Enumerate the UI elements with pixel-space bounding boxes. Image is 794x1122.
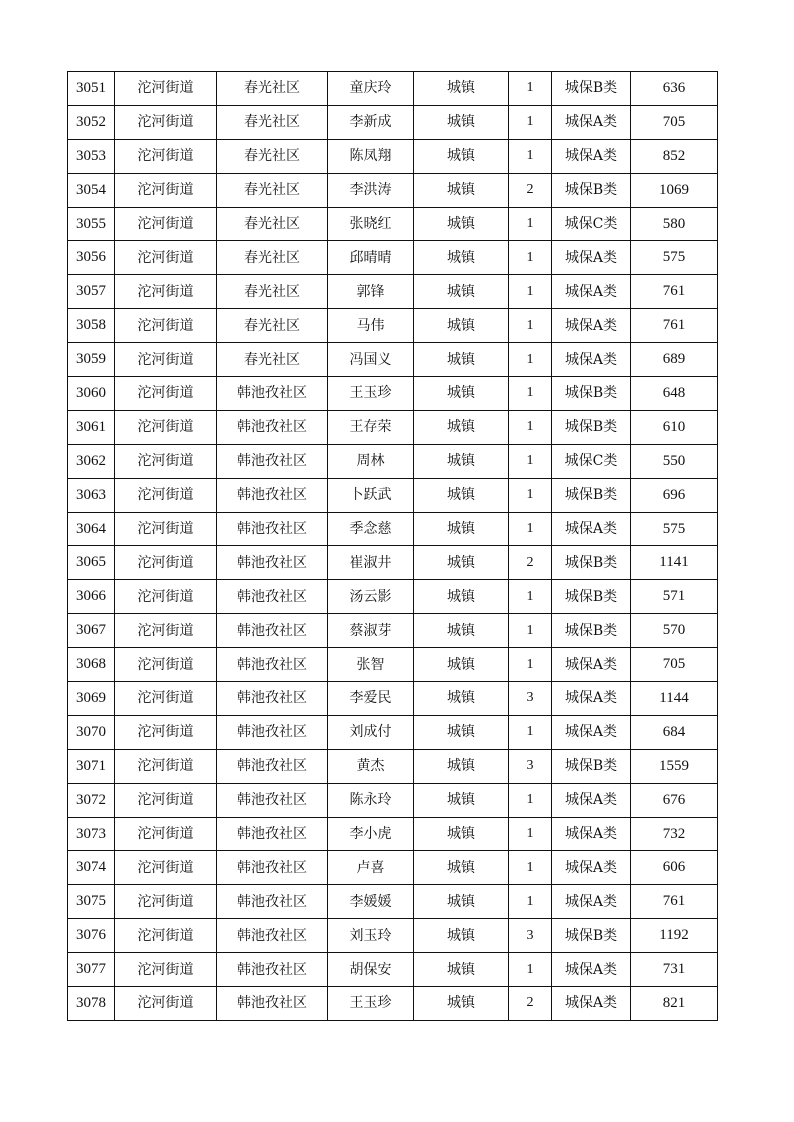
amount-cell: 580 — [631, 207, 718, 241]
household-count-cell: 1 — [509, 105, 552, 139]
table-row — [68, 885, 718, 919]
table-row — [68, 173, 718, 207]
serial-number-cell: 3065 — [68, 546, 115, 580]
table-row — [68, 139, 718, 173]
insurance-category-cell: 城保B类 — [552, 749, 631, 783]
serial-number-cell: 3052 — [68, 105, 115, 139]
street-cell: 沱河街道 — [115, 377, 217, 411]
table-row — [68, 546, 718, 580]
household-count-cell: 1 — [509, 648, 552, 682]
table-row — [68, 682, 718, 716]
amount-cell: 689 — [631, 343, 718, 377]
household-count-cell: 1 — [509, 783, 552, 817]
amount-cell: 1192 — [631, 919, 718, 953]
residence-type-cell: 城镇 — [414, 105, 509, 139]
table-row — [68, 478, 718, 512]
community-cell: 韩池孜社区 — [217, 648, 328, 682]
serial-number-cell: 3061 — [68, 410, 115, 444]
serial-number-cell: 3070 — [68, 715, 115, 749]
insurance-category-cell: 城保B类 — [552, 546, 631, 580]
street-cell: 沱河街道 — [115, 953, 217, 987]
insurance-category-cell: 城保A类 — [552, 275, 631, 309]
table-row — [68, 512, 718, 546]
street-cell: 沱河街道 — [115, 343, 217, 377]
serial-number-cell: 3068 — [68, 648, 115, 682]
residence-type-cell: 城镇 — [414, 614, 509, 648]
name-cell: 刘成付 — [328, 715, 414, 749]
community-cell: 韩池孜社区 — [217, 580, 328, 614]
amount-cell: 571 — [631, 580, 718, 614]
insurance-category-cell: 城保A类 — [552, 648, 631, 682]
amount-cell: 575 — [631, 512, 718, 546]
table-row — [68, 275, 718, 309]
street-cell: 沱河街道 — [115, 139, 217, 173]
household-count-cell: 1 — [509, 580, 552, 614]
insurance-category-cell: 城保A类 — [552, 309, 631, 343]
household-count-cell: 1 — [509, 309, 552, 343]
table-row — [68, 444, 718, 478]
insurance-category-cell: 城保A类 — [552, 682, 631, 716]
household-count-cell: 1 — [509, 444, 552, 478]
amount-cell: 761 — [631, 275, 718, 309]
serial-number-cell: 3057 — [68, 275, 115, 309]
household-count-cell: 1 — [509, 715, 552, 749]
street-cell: 沱河街道 — [115, 309, 217, 343]
serial-number-cell: 3077 — [68, 953, 115, 987]
insurance-category-cell: 城保B类 — [552, 410, 631, 444]
serial-number-cell: 3078 — [68, 987, 115, 1021]
table-row — [68, 410, 718, 444]
street-cell: 沱河街道 — [115, 478, 217, 512]
amount-cell: 705 — [631, 648, 718, 682]
street-cell: 沱河街道 — [115, 614, 217, 648]
street-cell: 沱河街道 — [115, 241, 217, 275]
street-cell: 沱河街道 — [115, 580, 217, 614]
serial-number-cell: 3053 — [68, 139, 115, 173]
name-cell: 胡保安 — [328, 953, 414, 987]
household-count-cell: 1 — [509, 72, 552, 106]
community-cell: 韩池孜社区 — [217, 377, 328, 411]
serial-number-cell: 3051 — [68, 72, 115, 106]
amount-cell: 761 — [631, 885, 718, 919]
community-cell: 韩池孜社区 — [217, 478, 328, 512]
insurance-category-cell: 城保C类 — [552, 444, 631, 478]
street-cell: 沱河街道 — [115, 648, 217, 682]
name-cell: 李洪涛 — [328, 173, 414, 207]
table-row — [68, 987, 718, 1021]
name-cell: 汤云影 — [328, 580, 414, 614]
residence-type-cell: 城镇 — [414, 851, 509, 885]
community-cell: 春光社区 — [217, 72, 328, 106]
residence-type-cell: 城镇 — [414, 275, 509, 309]
street-cell: 沱河街道 — [115, 851, 217, 885]
community-cell: 春光社区 — [217, 241, 328, 275]
household-count-cell: 1 — [509, 275, 552, 309]
community-cell: 韩池孜社区 — [217, 919, 328, 953]
residence-type-cell: 城镇 — [414, 919, 509, 953]
table-row — [68, 749, 718, 783]
community-cell: 春光社区 — [217, 309, 328, 343]
residence-type-cell: 城镇 — [414, 953, 509, 987]
insurance-category-cell: 城保A类 — [552, 783, 631, 817]
community-cell: 韩池孜社区 — [217, 410, 328, 444]
insurance-category-cell: 城保A类 — [552, 987, 631, 1021]
table-row — [68, 851, 718, 885]
insurance-category-cell: 城保A类 — [552, 139, 631, 173]
street-cell: 沱河街道 — [115, 682, 217, 716]
table-row — [68, 580, 718, 614]
serial-number-cell: 3071 — [68, 749, 115, 783]
name-cell: 李媛媛 — [328, 885, 414, 919]
residence-type-cell: 城镇 — [414, 749, 509, 783]
street-cell: 沱河街道 — [115, 173, 217, 207]
insurance-category-cell: 城保B类 — [552, 614, 631, 648]
street-cell: 沱河街道 — [115, 885, 217, 919]
residence-type-cell: 城镇 — [414, 478, 509, 512]
amount-cell: 705 — [631, 105, 718, 139]
residence-type-cell: 城镇 — [414, 682, 509, 716]
household-count-cell: 2 — [509, 546, 552, 580]
household-count-cell: 1 — [509, 139, 552, 173]
name-cell: 王玉珍 — [328, 987, 414, 1021]
amount-cell: 761 — [631, 309, 718, 343]
serial-number-cell: 3059 — [68, 343, 115, 377]
residence-type-cell: 城镇 — [414, 512, 509, 546]
name-cell: 王玉珍 — [328, 377, 414, 411]
residence-type-cell: 城镇 — [414, 885, 509, 919]
household-count-cell: 1 — [509, 512, 552, 546]
serial-number-cell: 3064 — [68, 512, 115, 546]
insurance-category-cell: 城保A类 — [552, 953, 631, 987]
household-count-cell: 1 — [509, 614, 552, 648]
residence-type-cell: 城镇 — [414, 241, 509, 275]
household-count-cell: 2 — [509, 173, 552, 207]
community-cell: 韩池孜社区 — [217, 885, 328, 919]
serial-number-cell: 3072 — [68, 783, 115, 817]
residence-type-cell: 城镇 — [414, 72, 509, 106]
table-row — [68, 715, 718, 749]
table-row — [68, 343, 718, 377]
name-cell: 李新成 — [328, 105, 414, 139]
insurance-category-cell: 城保B类 — [552, 580, 631, 614]
amount-cell: 732 — [631, 817, 718, 851]
community-cell: 韩池孜社区 — [217, 987, 328, 1021]
name-cell: 李小虎 — [328, 817, 414, 851]
street-cell: 沱河街道 — [115, 444, 217, 478]
amount-cell: 731 — [631, 953, 718, 987]
name-cell: 张智 — [328, 648, 414, 682]
amount-cell: 1559 — [631, 749, 718, 783]
name-cell: 邱晴晴 — [328, 241, 414, 275]
serial-number-cell: 3066 — [68, 580, 115, 614]
street-cell: 沱河街道 — [115, 207, 217, 241]
serial-number-cell: 3056 — [68, 241, 115, 275]
residence-type-cell: 城镇 — [414, 648, 509, 682]
insurance-category-cell: 城保A类 — [552, 512, 631, 546]
amount-cell: 696 — [631, 478, 718, 512]
community-cell: 春光社区 — [217, 173, 328, 207]
name-cell: 季念慈 — [328, 512, 414, 546]
table-row — [68, 783, 718, 817]
amount-cell: 636 — [631, 72, 718, 106]
residence-type-cell: 城镇 — [414, 410, 509, 444]
table-row — [68, 309, 718, 343]
name-cell: 刘玉玲 — [328, 919, 414, 953]
insurance-category-cell: 城保B类 — [552, 919, 631, 953]
insurance-category-cell: 城保C类 — [552, 207, 631, 241]
street-cell: 沱河街道 — [115, 105, 217, 139]
community-cell: 韩池孜社区 — [217, 851, 328, 885]
table-row — [68, 648, 718, 682]
serial-number-cell: 3067 — [68, 614, 115, 648]
street-cell: 沱河街道 — [115, 783, 217, 817]
household-count-cell: 1 — [509, 410, 552, 444]
street-cell: 沱河街道 — [115, 275, 217, 309]
table-row — [68, 614, 718, 648]
residence-type-cell: 城镇 — [414, 309, 509, 343]
insurance-category-cell: 城保A类 — [552, 105, 631, 139]
community-cell: 韩池孜社区 — [217, 715, 328, 749]
name-cell: 王存荣 — [328, 410, 414, 444]
name-cell: 黄杰 — [328, 749, 414, 783]
amount-cell: 606 — [631, 851, 718, 885]
residence-type-cell: 城镇 — [414, 377, 509, 411]
community-cell: 春光社区 — [217, 139, 328, 173]
street-cell: 沱河街道 — [115, 72, 217, 106]
insurance-category-cell: 城保B类 — [552, 377, 631, 411]
residence-type-cell: 城镇 — [414, 783, 509, 817]
community-cell: 春光社区 — [217, 207, 328, 241]
name-cell: 郭锋 — [328, 275, 414, 309]
household-count-cell: 1 — [509, 377, 552, 411]
serial-number-cell: 3069 — [68, 682, 115, 716]
amount-cell: 684 — [631, 715, 718, 749]
name-cell: 李爱民 — [328, 682, 414, 716]
amount-cell: 1069 — [631, 173, 718, 207]
name-cell: 冯国义 — [328, 343, 414, 377]
name-cell: 童庆玲 — [328, 72, 414, 106]
serial-number-cell: 3054 — [68, 173, 115, 207]
serial-number-cell: 3055 — [68, 207, 115, 241]
community-cell: 韩池孜社区 — [217, 783, 328, 817]
name-cell: 马伟 — [328, 309, 414, 343]
community-cell: 韩池孜社区 — [217, 444, 328, 478]
residence-type-cell: 城镇 — [414, 715, 509, 749]
amount-cell: 570 — [631, 614, 718, 648]
insurance-category-cell: 城保A类 — [552, 885, 631, 919]
serial-number-cell: 3073 — [68, 817, 115, 851]
insurance-category-cell: 城保A类 — [552, 851, 631, 885]
serial-number-cell: 3060 — [68, 377, 115, 411]
table-body — [68, 72, 718, 1021]
household-count-cell: 1 — [509, 241, 552, 275]
community-cell: 韩池孜社区 — [217, 512, 328, 546]
street-cell: 沱河街道 — [115, 715, 217, 749]
insurance-category-cell: 城保B类 — [552, 72, 631, 106]
household-count-cell: 3 — [509, 919, 552, 953]
table-row — [68, 919, 718, 953]
household-count-cell: 2 — [509, 987, 552, 1021]
amount-cell: 1144 — [631, 682, 718, 716]
street-cell: 沱河街道 — [115, 749, 217, 783]
street-cell: 沱河街道 — [115, 919, 217, 953]
name-cell: 卢喜 — [328, 851, 414, 885]
table-row — [68, 105, 718, 139]
name-cell: 陈永玲 — [328, 783, 414, 817]
amount-cell: 610 — [631, 410, 718, 444]
household-count-cell: 3 — [509, 749, 552, 783]
serial-number-cell: 3063 — [68, 478, 115, 512]
aid-roster-table — [67, 71, 718, 1021]
street-cell: 沱河街道 — [115, 512, 217, 546]
insurance-category-cell: 城保B类 — [552, 478, 631, 512]
household-count-cell: 1 — [509, 478, 552, 512]
household-count-cell: 1 — [509, 207, 552, 241]
residence-type-cell: 城镇 — [414, 207, 509, 241]
amount-cell: 821 — [631, 987, 718, 1021]
community-cell: 韩池孜社区 — [217, 817, 328, 851]
community-cell: 春光社区 — [217, 343, 328, 377]
amount-cell: 676 — [631, 783, 718, 817]
community-cell: 春光社区 — [217, 105, 328, 139]
residence-type-cell: 城镇 — [414, 546, 509, 580]
household-count-cell: 1 — [509, 817, 552, 851]
residence-type-cell: 城镇 — [414, 817, 509, 851]
table-row — [68, 953, 718, 987]
insurance-category-cell: 城保A类 — [552, 343, 631, 377]
amount-cell: 648 — [631, 377, 718, 411]
household-count-cell: 3 — [509, 682, 552, 716]
serial-number-cell: 3058 — [68, 309, 115, 343]
serial-number-cell: 3075 — [68, 885, 115, 919]
community-cell: 韩池孜社区 — [217, 749, 328, 783]
community-cell: 韩池孜社区 — [217, 682, 328, 716]
community-cell: 韩池孜社区 — [217, 546, 328, 580]
community-cell: 韩池孜社区 — [217, 953, 328, 987]
name-cell: 卜跃武 — [328, 478, 414, 512]
residence-type-cell: 城镇 — [414, 343, 509, 377]
residence-type-cell: 城镇 — [414, 139, 509, 173]
household-count-cell: 1 — [509, 885, 552, 919]
community-cell: 韩池孜社区 — [217, 614, 328, 648]
insurance-category-cell: 城保A类 — [552, 817, 631, 851]
residence-type-cell: 城镇 — [414, 987, 509, 1021]
table-row — [68, 377, 718, 411]
table-row — [68, 817, 718, 851]
street-cell: 沱河街道 — [115, 410, 217, 444]
amount-cell: 550 — [631, 444, 718, 478]
amount-cell: 852 — [631, 139, 718, 173]
community-cell: 春光社区 — [217, 275, 328, 309]
name-cell: 崔淑井 — [328, 546, 414, 580]
amount-cell: 575 — [631, 241, 718, 275]
name-cell: 周林 — [328, 444, 414, 478]
amount-cell: 1141 — [631, 546, 718, 580]
household-count-cell: 1 — [509, 953, 552, 987]
table-row — [68, 241, 718, 275]
serial-number-cell: 3076 — [68, 919, 115, 953]
street-cell: 沱河街道 — [115, 546, 217, 580]
street-cell: 沱河街道 — [115, 987, 217, 1021]
table-row — [68, 207, 718, 241]
serial-number-cell: 3062 — [68, 444, 115, 478]
residence-type-cell: 城镇 — [414, 580, 509, 614]
table-row — [68, 72, 718, 106]
name-cell: 张晓红 — [328, 207, 414, 241]
residence-type-cell: 城镇 — [414, 173, 509, 207]
serial-number-cell: 3074 — [68, 851, 115, 885]
street-cell: 沱河街道 — [115, 817, 217, 851]
insurance-category-cell: 城保B类 — [552, 173, 631, 207]
household-count-cell: 1 — [509, 851, 552, 885]
household-count-cell: 1 — [509, 343, 552, 377]
insurance-category-cell: 城保A类 — [552, 715, 631, 749]
name-cell: 陈凤翔 — [328, 139, 414, 173]
residence-type-cell: 城镇 — [414, 444, 509, 478]
insurance-category-cell: 城保A类 — [552, 241, 631, 275]
name-cell: 蔡淑芽 — [328, 614, 414, 648]
